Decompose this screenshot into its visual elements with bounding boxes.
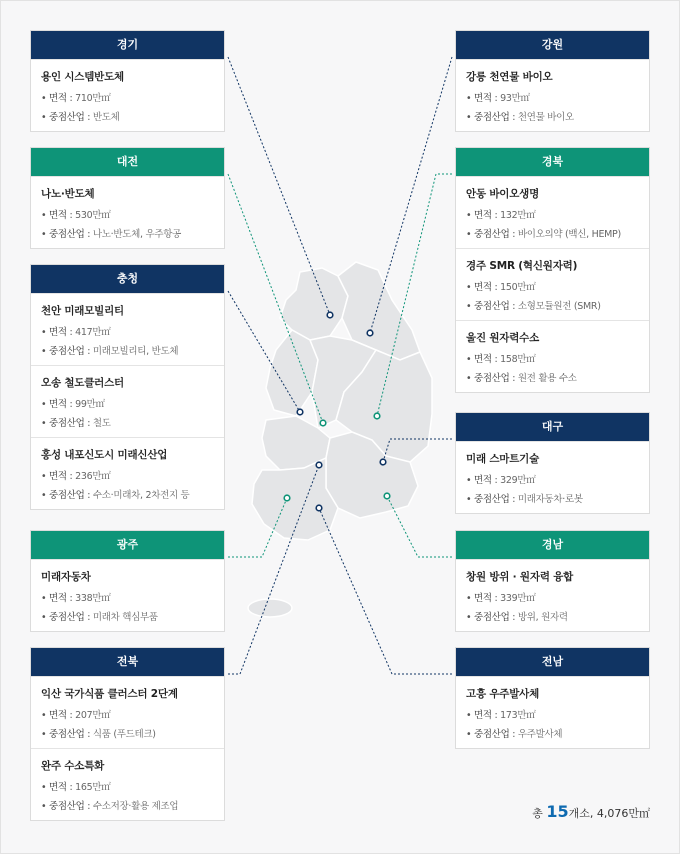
complex-area-label: 면적 xyxy=(49,210,67,221)
complex-industry-row: • 중점산업 : 방위, 원자력 xyxy=(466,612,568,623)
complex-industry-label: 중점산업 xyxy=(49,729,85,740)
complex-industry-label: 중점산업 xyxy=(474,229,510,240)
complex-area-row: • 면적 : 417만㎡ xyxy=(41,327,111,338)
complex-industry-value: 미래자동차·로봇 xyxy=(517,494,583,505)
bullet: • xyxy=(41,327,47,338)
marker-gyeongnam xyxy=(384,493,390,499)
bullet: • xyxy=(466,710,472,721)
bullet: • xyxy=(41,210,47,221)
complex-title: 강릉 천연물 바이오 xyxy=(466,71,553,83)
complex-industry-value: 소형모듈원전 (SMR) xyxy=(517,301,601,312)
summary-suffix: 개소, 4,076만㎡ xyxy=(568,807,650,820)
region-card-gwangju xyxy=(30,530,225,632)
complex-industry-row: • 중점산업 : 철도 xyxy=(41,418,111,429)
complex-area-value: 338만㎡ xyxy=(75,593,111,604)
region-header-gangwon: 강원 xyxy=(456,31,649,59)
complex-area-label: 면적 xyxy=(49,399,67,410)
complex-area-label: 면적 xyxy=(49,471,67,482)
bullet: • xyxy=(41,729,47,740)
complex-area-value: 207만㎡ xyxy=(75,710,111,721)
complex-area-row: • 면적 : 93만㎡ xyxy=(466,93,530,104)
summary-prefix: 총 xyxy=(532,807,543,820)
complex-area-value: 99만㎡ xyxy=(75,399,105,410)
bullet: • xyxy=(466,354,472,365)
complex-area-value: 150만㎡ xyxy=(500,282,536,293)
complex-area-label: 면적 xyxy=(49,782,67,793)
bullet: • xyxy=(41,229,47,240)
bullet: • xyxy=(41,471,47,482)
complex-item xyxy=(31,365,224,437)
complex-area-label: 면적 xyxy=(474,710,492,721)
complex-item xyxy=(456,676,649,748)
complex-area-label: 면적 xyxy=(474,93,492,104)
marker-gwangju xyxy=(284,495,290,501)
region-header-gyeonggi: 경기 xyxy=(31,31,224,59)
complex-title: 오송 철도클러스터 xyxy=(41,377,124,389)
complex-area-value: 158만㎡ xyxy=(500,354,536,365)
region-card-jeonbuk xyxy=(30,647,225,821)
complex-area-row: • 면적 : 158만㎡ xyxy=(466,354,536,365)
marker-gangwon xyxy=(367,330,373,336)
complex-title: 창원 방위 · 원자력 융합 xyxy=(466,571,574,583)
complex-title: 미래 스마트기술 xyxy=(466,453,540,465)
marker-jeonnam xyxy=(316,505,322,511)
complex-area-value: 329만㎡ xyxy=(500,475,536,486)
complex-item xyxy=(456,248,649,320)
bullet: • xyxy=(466,229,472,240)
complex-area-row: • 면적 : 165만㎡ xyxy=(41,782,111,793)
complex-industry-row: • 중점산업 : 수소·미래차, 2차전지 등 xyxy=(41,490,190,501)
complex-industry-label: 중점산업 xyxy=(474,301,510,312)
complex-area-row: • 면적 : 236만㎡ xyxy=(41,471,111,482)
complex-title: 나노·반도체 xyxy=(41,188,95,200)
complex-area-label: 면적 xyxy=(474,210,492,221)
complex-title: 안동 바이오생명 xyxy=(466,188,540,200)
complex-industry-row: • 중점산업 : 식품 (푸드테크) xyxy=(41,729,156,740)
complex-industry-row: • 중점산업 : 천연물 바이오 xyxy=(466,112,574,123)
bullet: • xyxy=(41,593,47,604)
complex-industry-label: 중점산업 xyxy=(49,346,85,357)
complex-industry-row: • 중점산업 : 소형모듈원전 (SMR) xyxy=(466,301,601,312)
region-card-gyeongbuk xyxy=(455,147,650,393)
region-header-jeonnam: 전남 xyxy=(456,648,649,676)
complex-area-row: • 면적 : 132만㎡ xyxy=(466,210,536,221)
complex-area-value: 132만㎡ xyxy=(500,210,536,221)
complex-area-row: • 면적 : 207만㎡ xyxy=(41,710,111,721)
complex-industry-label: 중점산업 xyxy=(474,729,510,740)
region-gyeonggi-seoul xyxy=(280,268,348,340)
marker-daejeon xyxy=(320,420,326,426)
complex-industry-value: 수소저장·활용 제조업 xyxy=(92,801,179,812)
bullet: • xyxy=(41,801,47,812)
complex-title: 익산 국가식품 클러스터 2단계 xyxy=(41,688,178,700)
bullet: • xyxy=(466,729,472,740)
complex-industry-label: 중점산업 xyxy=(474,112,510,123)
complex-title: 홍성 내포신도시 미래신산업 xyxy=(41,449,168,461)
marker-gyeonggi xyxy=(327,312,333,318)
complex-title: 용인 시스템반도체 xyxy=(41,71,124,83)
complex-area-value: 93만㎡ xyxy=(500,93,530,104)
region-header-gyeongnam: 경남 xyxy=(456,531,649,559)
complex-industry-label: 중점산업 xyxy=(474,612,510,623)
complex-item xyxy=(456,559,649,631)
bullet: • xyxy=(41,612,47,623)
complex-item xyxy=(456,176,649,248)
complex-industry-row: • 중점산업 : 미래차 핵심부품 xyxy=(41,612,158,623)
complex-area-label: 면적 xyxy=(474,354,492,365)
connector-jeonnam xyxy=(319,508,452,674)
complex-industry-value: 우주발사체 xyxy=(517,729,563,740)
bullet: • xyxy=(466,301,472,312)
complex-industry-label: 중점산업 xyxy=(49,612,85,623)
complex-industry-value: 천연물 바이오 xyxy=(517,112,574,123)
complex-area-label: 면적 xyxy=(474,282,492,293)
bullet: • xyxy=(466,612,472,623)
bullet: • xyxy=(466,593,472,604)
region-card-gyeongnam xyxy=(455,530,650,632)
region-card-jeonnam xyxy=(455,647,650,749)
bullet: • xyxy=(466,282,472,293)
complex-industry-label: 중점산업 xyxy=(49,112,85,123)
complex-area-label: 면적 xyxy=(49,710,67,721)
complex-item xyxy=(456,59,649,131)
complex-industry-label: 중점산업 xyxy=(49,801,85,812)
bullet: • xyxy=(466,112,472,123)
bullet: • xyxy=(41,346,47,357)
complex-item xyxy=(31,437,224,509)
region-header-gyeongbuk: 경북 xyxy=(456,148,649,176)
complex-area-value: 165만㎡ xyxy=(75,782,111,793)
complex-title: 고흥 우주발사체 xyxy=(466,688,540,700)
region-card-daegu xyxy=(455,412,650,514)
complex-title: 울진 원자력수소 xyxy=(466,332,540,344)
bullet: • xyxy=(466,373,472,384)
region-card-gyeonggi xyxy=(30,30,225,132)
bullet: • xyxy=(41,490,47,501)
complex-item xyxy=(31,559,224,631)
complex-industry-value: 바이오의약 (백신, HEMP) xyxy=(517,229,621,240)
complex-area-row: • 면적 : 710만㎡ xyxy=(41,93,111,104)
region-header-gwangju: 광주 xyxy=(31,531,224,559)
bullet: • xyxy=(41,710,47,721)
complex-industry-row: • 중점산업 : 나노·반도체, 우주항공 xyxy=(41,229,181,240)
complex-industry-value: 미래차 핵심부품 xyxy=(92,612,158,623)
complex-title: 천안 미래모빌리티 xyxy=(41,305,124,317)
complex-industry-row: • 중점산업 : 미래모빌리티, 반도체 xyxy=(41,346,179,357)
complex-area-value: 417만㎡ xyxy=(75,327,111,338)
complex-item xyxy=(456,441,649,513)
complex-industry-value: 방위, 원자력 xyxy=(517,612,568,623)
complex-title: 미래자동차 xyxy=(41,571,91,583)
complex-area-row: • 면적 : 329만㎡ xyxy=(466,475,536,486)
complex-area-row: • 면적 : 150만㎡ xyxy=(466,282,536,293)
region-header-jeonbuk: 전북 xyxy=(31,648,224,676)
region-card-gangwon xyxy=(455,30,650,132)
complex-area-label: 면적 xyxy=(474,475,492,486)
region-header-chungcheong: 충청 xyxy=(31,265,224,293)
complex-item xyxy=(31,676,224,748)
complex-industry-row: • 중점산업 : 원전 활용 수소 xyxy=(466,373,577,384)
marker-gyeongbuk xyxy=(374,413,380,419)
complex-industry-row: • 중점산업 : 바이오의약 (백신, HEMP) xyxy=(466,229,621,240)
summary-total xyxy=(532,802,650,821)
complex-area-label: 면적 xyxy=(49,593,67,604)
complex-area-value: 173만㎡ xyxy=(500,710,536,721)
marker-chungcheong xyxy=(297,409,303,415)
complex-area-row: • 면적 : 339만㎡ xyxy=(466,593,536,604)
complex-industry-label: 중점산업 xyxy=(474,373,510,384)
connector-gangwon xyxy=(370,57,452,333)
complex-industry-value: 식품 (푸드테크) xyxy=(92,729,156,740)
complex-area-label: 면적 xyxy=(49,93,67,104)
summary-count: 15 xyxy=(546,802,569,821)
complex-industry-label: 중점산업 xyxy=(49,418,85,429)
bullet: • xyxy=(41,112,47,123)
complex-area-value: 530만㎡ xyxy=(75,210,111,221)
island-jeju xyxy=(248,599,292,617)
complex-industry-value: 원전 활용 수소 xyxy=(517,373,577,384)
complex-area-row: • 면적 : 173만㎡ xyxy=(466,710,536,721)
complex-area-label: 면적 xyxy=(474,593,492,604)
bullet: • xyxy=(41,93,47,104)
complex-item xyxy=(31,293,224,365)
bullet: • xyxy=(41,782,47,793)
complex-title: 완주 수소특화 xyxy=(41,760,105,772)
complex-item xyxy=(31,748,224,820)
complex-industry-row: • 중점산업 : 미래자동차·로봇 xyxy=(466,494,583,505)
complex-item xyxy=(456,320,649,392)
complex-area-row: • 면적 : 99만㎡ xyxy=(41,399,105,410)
marker-daegu xyxy=(380,459,386,465)
bullet: • xyxy=(466,494,472,505)
region-header-daejeon: 대전 xyxy=(31,148,224,176)
complex-industry-value: 철도 xyxy=(92,418,111,429)
bullet: • xyxy=(466,93,472,104)
complex-industry-value: 수소·미래차, 2차전지 등 xyxy=(92,490,190,501)
complex-item xyxy=(31,59,224,131)
bullet: • xyxy=(466,475,472,486)
complex-industry-label: 중점산업 xyxy=(49,490,85,501)
complex-area-value: 236만㎡ xyxy=(75,471,111,482)
region-card-chungcheong xyxy=(30,264,225,510)
bullet: • xyxy=(41,418,47,429)
region-header-daegu: 대구 xyxy=(456,413,649,441)
complex-industry-value: 미래모빌리티, 반도체 xyxy=(92,346,179,357)
complex-area-label: 면적 xyxy=(49,327,67,338)
bullet: • xyxy=(466,210,472,221)
complex-industry-value: 반도체 xyxy=(92,112,120,123)
complex-area-value: 339만㎡ xyxy=(500,593,536,604)
complex-item xyxy=(31,176,224,248)
complex-industry-row: • 중점산업 : 우주발사체 xyxy=(466,729,563,740)
complex-area-row: • 면적 : 338만㎡ xyxy=(41,593,111,604)
complex-industry-row: • 중점산업 : 수소저장·활용 제조업 xyxy=(41,801,179,812)
complex-area-row: • 면적 : 530만㎡ xyxy=(41,210,111,221)
complex-industry-label: 중점산업 xyxy=(474,494,510,505)
complex-industry-row: • 중점산업 : 반도체 xyxy=(41,112,120,123)
complex-industry-label: 중점산업 xyxy=(49,229,85,240)
marker-jeonbuk xyxy=(316,462,322,468)
bullet: • xyxy=(41,399,47,410)
complex-area-value: 710만㎡ xyxy=(75,93,111,104)
region-card-daejeon xyxy=(30,147,225,249)
complex-title: 경주 SMR (혁신원자력) xyxy=(466,260,578,272)
complex-industry-value: 나노·반도체, 우주항공 xyxy=(92,229,181,240)
